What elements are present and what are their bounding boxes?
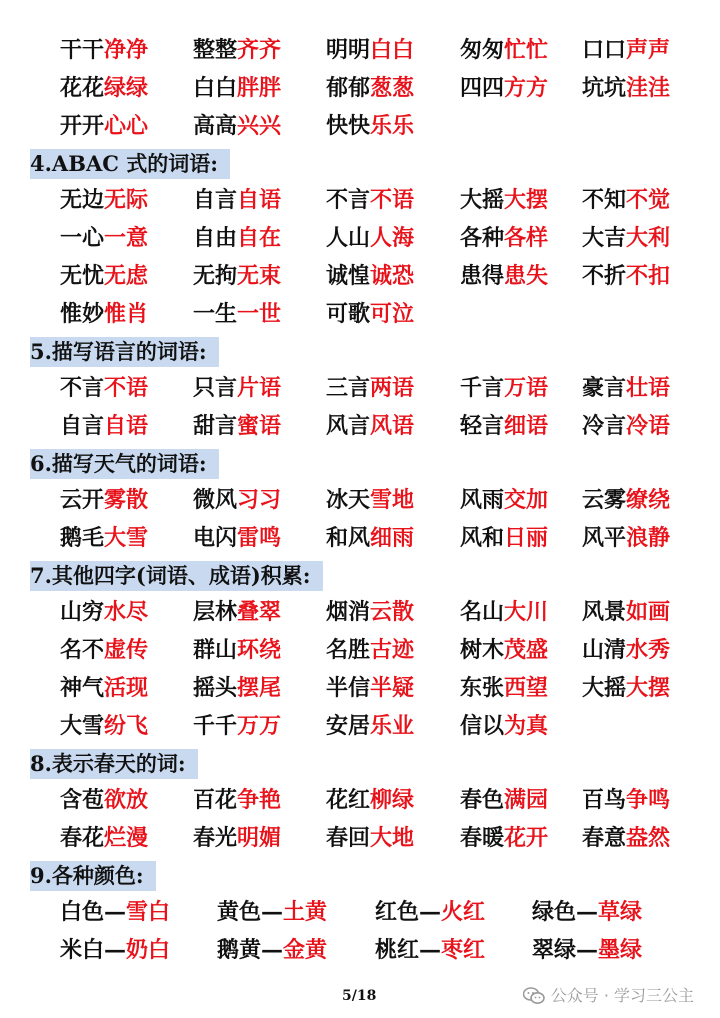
word-item: [60, 594, 148, 630]
word-item: [193, 408, 281, 444]
word-red-part: 两语: [370, 375, 415, 401]
word-red-part: 虚传: [104, 637, 149, 663]
page-number: 5/18: [342, 988, 377, 1004]
word-item: [460, 182, 548, 218]
word-item: [532, 894, 642, 930]
word-black-part: 百花: [193, 787, 238, 813]
word-red-part: 忙忙: [504, 37, 549, 63]
word-item: [326, 708, 414, 744]
word-red-part: 不扣: [626, 263, 671, 289]
word-item: [60, 894, 170, 930]
word-black-part: 高高: [193, 113, 238, 139]
word-red-part: 雪地: [370, 487, 415, 513]
word-item: [60, 670, 148, 706]
word-item: [326, 296, 414, 332]
word-red-part: 茂盛: [504, 637, 549, 663]
word-black-part: 开开: [60, 113, 105, 139]
word-row: [0, 820, 720, 856]
word-black-part: 快快: [326, 113, 371, 139]
word-red-part: 雾散: [104, 487, 149, 513]
word-black-part: 不言: [60, 375, 105, 401]
word-item: [60, 520, 148, 556]
word-black-part: 名胜: [326, 637, 371, 663]
word-black-part: 微风: [193, 487, 238, 513]
word-black-part: 大摇: [460, 187, 505, 213]
word-item: [532, 932, 642, 968]
word-red-part: 白白: [370, 37, 415, 63]
word-item: [460, 670, 548, 706]
word-red-part: 如画: [626, 599, 671, 625]
word-row: [0, 708, 720, 744]
word-item: [60, 632, 148, 668]
word-black-part: 春回: [326, 825, 371, 851]
word-item: [582, 258, 670, 294]
watermark: [523, 984, 694, 1008]
word-black-part: 黄色—: [217, 899, 284, 925]
section-heading: 8.表示春天的词:: [30, 749, 198, 779]
word-item: [326, 258, 414, 294]
word-red-part: 大川: [504, 599, 549, 625]
word-black-part: 千言: [460, 375, 505, 401]
word-item: [582, 182, 670, 218]
word-item: [460, 520, 548, 556]
word-item: [60, 820, 148, 856]
word-red-part: 洼洼: [626, 75, 671, 101]
word-black-part: 风平: [582, 525, 627, 551]
word-red-part: 乐乐: [370, 113, 415, 139]
word-red-part: 古迹: [370, 637, 415, 663]
word-black-part: 鹅黄—: [217, 937, 284, 963]
word-black-part: 米白—: [60, 937, 127, 963]
word-red-part: 绿绿: [104, 75, 149, 101]
word-black-part: 大摇: [582, 675, 627, 701]
word-black-part: 风景: [582, 599, 627, 625]
word-red-part: 壮语: [626, 375, 671, 401]
word-red-part: 不语: [370, 187, 415, 213]
word-red-part: 细语: [504, 413, 549, 439]
word-black-part: 轻言: [460, 413, 505, 439]
word-black-part: 无忧: [60, 263, 105, 289]
word-black-part: 山穷: [60, 599, 105, 625]
word-item: [326, 520, 414, 556]
word-red-part: 火红: [441, 899, 486, 925]
word-item: [582, 70, 670, 106]
word-red-part: 金黄: [283, 937, 328, 963]
word-item: [582, 594, 670, 630]
word-black-part: 风言: [326, 413, 371, 439]
word-item: [60, 220, 148, 256]
word-red-part: 满园: [504, 787, 549, 813]
word-black-part: 惟妙: [60, 301, 105, 327]
word-row: [0, 70, 720, 106]
word-item: [326, 108, 414, 144]
word-red-part: 大摆: [626, 675, 671, 701]
word-red-part: 自在: [237, 225, 282, 251]
word-item: [193, 482, 281, 518]
word-item: [460, 482, 548, 518]
word-red-part: 日丽: [504, 525, 549, 551]
word-row: [0, 520, 720, 556]
word-row: [0, 182, 720, 218]
word-red-part: 片语: [237, 375, 282, 401]
word-red-part: 土黄: [283, 899, 328, 925]
word-row: [0, 296, 720, 332]
section-heading: 4.ABAC 式的词语:: [30, 149, 230, 179]
word-row: [0, 408, 720, 444]
word-item: [582, 632, 670, 668]
word-item: [60, 482, 148, 518]
word-row: [0, 932, 720, 968]
word-item: [326, 70, 414, 106]
word-black-part: 自言: [60, 413, 105, 439]
word-red-part: 蜜语: [237, 413, 282, 439]
word-red-part: 声声: [626, 37, 671, 63]
word-red-part: 柳绿: [370, 787, 415, 813]
word-item: [582, 408, 670, 444]
word-item: [326, 670, 414, 706]
word-item: [193, 670, 281, 706]
word-item: [326, 782, 414, 818]
word-item: [582, 482, 670, 518]
word-black-part: 风雨: [460, 487, 505, 513]
word-item: [582, 32, 670, 68]
word-item: [60, 296, 148, 332]
word-item: [460, 632, 548, 668]
word-row: [0, 670, 720, 706]
word-red-part: 人海: [370, 225, 415, 251]
word-red-part: 心心: [104, 113, 149, 139]
word-black-part: 人山: [326, 225, 371, 251]
word-black-part: 鹅毛: [60, 525, 105, 551]
word-red-part: 一意: [104, 225, 149, 251]
word-item: [582, 820, 670, 856]
word-item: [375, 894, 485, 930]
word-black-part: 百鸟: [582, 787, 627, 813]
word-black-part: 神气: [60, 675, 105, 701]
word-item: [460, 370, 548, 406]
word-black-part: 只言: [193, 375, 238, 401]
word-item: [582, 520, 670, 556]
word-red-part: 一世: [237, 301, 282, 327]
word-red-part: 草绿: [598, 899, 643, 925]
word-red-part: 乐业: [370, 713, 415, 739]
word-black-part: 千千: [193, 713, 238, 739]
wechat-icon: [523, 987, 545, 1005]
word-item: [60, 108, 148, 144]
word-black-part: 可歌: [326, 301, 371, 327]
word-red-part: 患失: [504, 263, 549, 289]
word-red-part: 大利: [626, 225, 671, 251]
word-item: [326, 220, 414, 256]
word-black-part: 不知: [582, 187, 627, 213]
word-red-part: 摆尾: [237, 675, 282, 701]
word-black-part: 豪言: [582, 375, 627, 401]
word-black-part: 名山: [460, 599, 505, 625]
word-red-part: 争鸣: [626, 787, 671, 813]
word-item: [193, 370, 281, 406]
word-black-part: 绿色—: [532, 899, 599, 925]
word-item: [60, 408, 148, 444]
word-item: [460, 408, 548, 444]
watermark-text: 公众号 · 学习三公主: [550, 986, 694, 1005]
word-red-part: 叠翠: [237, 599, 282, 625]
word-red-part: 半疑: [370, 675, 415, 701]
word-black-part: 东张: [460, 675, 505, 701]
word-item: [60, 258, 148, 294]
word-item: [460, 70, 548, 106]
word-red-part: 自语: [104, 413, 149, 439]
word-item: [193, 258, 281, 294]
word-black-part: 自由: [193, 225, 238, 251]
word-red-part: 诚恐: [370, 263, 415, 289]
word-black-part: 三言: [326, 375, 371, 401]
word-item: [326, 632, 414, 668]
word-black-part: 山清: [582, 637, 627, 663]
word-black-part: 无边: [60, 187, 105, 213]
word-black-part: 名不: [60, 637, 105, 663]
word-item: [60, 932, 170, 968]
word-row: [0, 32, 720, 68]
word-black-part: 患得: [460, 263, 505, 289]
word-item: [193, 708, 281, 744]
word-red-part: 雪白: [126, 899, 171, 925]
word-black-part: 桃红—: [375, 937, 442, 963]
word-red-part: 盎然: [626, 825, 671, 851]
word-red-part: 齐齐: [237, 37, 282, 63]
section-heading: 7.其他四字(词语、成语)积累:: [30, 561, 323, 591]
word-black-part: 四四: [460, 75, 505, 101]
word-black-part: 各种: [460, 225, 505, 251]
word-item: [193, 632, 281, 668]
word-item: [582, 782, 670, 818]
word-black-part: 春花: [60, 825, 105, 851]
section-heading: 5.描写语言的词语:: [30, 337, 219, 367]
word-item: [326, 370, 414, 406]
word-red-part: 万万: [237, 713, 282, 739]
word-item: [193, 220, 281, 256]
word-black-part: 冰天: [326, 487, 371, 513]
word-red-part: 活现: [104, 675, 149, 701]
word-red-part: 无际: [104, 187, 149, 213]
word-item: [460, 782, 548, 818]
section-heading: 9.各种颜色:: [30, 861, 156, 891]
word-red-part: 浪静: [626, 525, 671, 551]
word-red-part: 无虑: [104, 263, 149, 289]
word-black-part: 冷言: [582, 413, 627, 439]
word-item: [193, 782, 281, 818]
word-item: [193, 820, 281, 856]
word-red-part: 花开: [504, 825, 549, 851]
word-red-part: 大摆: [504, 187, 549, 213]
word-black-part: 春色: [460, 787, 505, 813]
word-red-part: 明媚: [237, 825, 282, 851]
word-black-part: 花红: [326, 787, 371, 813]
word-red-part: 细雨: [370, 525, 415, 551]
word-black-part: 匆匆: [460, 37, 505, 63]
word-red-part: 风语: [370, 413, 415, 439]
word-black-part: 春意: [582, 825, 627, 851]
word-red-part: 不语: [104, 375, 149, 401]
word-black-part: 不言: [326, 187, 371, 213]
word-red-part: 胖胖: [237, 75, 282, 101]
word-item: [326, 482, 414, 518]
word-black-part: 群山: [193, 637, 238, 663]
word-black-part: 自言: [193, 187, 238, 213]
word-item: [193, 70, 281, 106]
word-red-part: 烂漫: [104, 825, 149, 851]
word-black-part: 不折: [582, 263, 627, 289]
word-black-part: 翠绿—: [532, 937, 599, 963]
word-item: [60, 782, 148, 818]
word-black-part: 甜言: [193, 413, 238, 439]
word-black-part: 白白: [193, 75, 238, 101]
word-red-part: 惟肖: [104, 301, 149, 327]
word-red-part: 兴兴: [237, 113, 282, 139]
word-item: [326, 820, 414, 856]
word-row: [0, 370, 720, 406]
word-row: [0, 482, 720, 518]
word-red-part: 雷鸣: [237, 525, 282, 551]
word-item: [193, 594, 281, 630]
word-black-part: 干干: [60, 37, 105, 63]
word-item: [582, 220, 670, 256]
word-item: [375, 932, 485, 968]
word-black-part: 口口: [582, 37, 627, 63]
word-item: [217, 894, 327, 930]
word-item: [217, 932, 327, 968]
word-red-part: 争艳: [237, 787, 282, 813]
word-black-part: 云雾: [582, 487, 627, 513]
word-red-part: 奶白: [126, 937, 171, 963]
word-item: [460, 220, 548, 256]
word-item: [193, 108, 281, 144]
word-black-part: 郁郁: [326, 75, 371, 101]
word-red-part: 为真: [504, 713, 549, 739]
word-item: [460, 258, 548, 294]
word-red-part: 枣红: [441, 937, 486, 963]
word-row: [0, 782, 720, 818]
word-red-part: 欲放: [104, 787, 149, 813]
word-black-part: 电闪: [193, 525, 238, 551]
word-black-part: 坑坑: [582, 75, 627, 101]
word-black-part: 大雪: [60, 713, 105, 739]
word-red-part: 不觉: [626, 187, 671, 213]
word-item: [60, 370, 148, 406]
word-red-part: 水秀: [626, 637, 671, 663]
word-red-part: 西望: [504, 675, 549, 701]
word-red-part: 万语: [504, 375, 549, 401]
word-item: [60, 32, 148, 68]
word-item: [460, 820, 548, 856]
word-black-part: 一生: [193, 301, 238, 327]
word-item: [326, 32, 414, 68]
word-black-part: 和风: [326, 525, 371, 551]
word-item: [60, 708, 148, 744]
word-item: [460, 594, 548, 630]
word-red-part: 无束: [237, 263, 282, 289]
word-row: [0, 108, 720, 144]
word-black-part: 春光: [193, 825, 238, 851]
word-item: [193, 32, 281, 68]
word-row: [0, 894, 720, 930]
word-red-part: 自语: [237, 187, 282, 213]
word-item: [60, 70, 148, 106]
word-item: [193, 182, 281, 218]
word-item: [460, 708, 548, 744]
word-red-part: 葱葱: [370, 75, 415, 101]
word-row: [0, 220, 720, 256]
word-red-part: 墨绿: [598, 937, 643, 963]
word-black-part: 花花: [60, 75, 105, 101]
word-item: [582, 370, 670, 406]
word-black-part: 层林: [193, 599, 238, 625]
word-black-part: 云开: [60, 487, 105, 513]
word-red-part: 缭绕: [626, 487, 671, 513]
word-item: [326, 182, 414, 218]
word-red-part: 大雪: [104, 525, 149, 551]
word-black-part: 诚惶: [326, 263, 371, 289]
word-black-part: 摇头: [193, 675, 238, 701]
word-black-part: 安居: [326, 713, 371, 739]
word-row: [0, 632, 720, 668]
word-red-part: 云散: [370, 599, 415, 625]
word-black-part: 春暖: [460, 825, 505, 851]
page-footer: [0, 984, 720, 1008]
word-item: [582, 670, 670, 706]
word-item: [460, 32, 548, 68]
word-black-part: 信以: [460, 713, 505, 739]
word-black-part: 红色—: [375, 899, 442, 925]
word-red-part: 净净: [104, 37, 149, 63]
word-item: [326, 594, 414, 630]
word-black-part: 半信: [326, 675, 371, 701]
word-black-part: 树木: [460, 637, 505, 663]
word-red-part: 纷飞: [104, 713, 149, 739]
word-red-part: 大地: [370, 825, 415, 851]
word-black-part: 烟消: [326, 599, 371, 625]
word-red-part: 可泣: [370, 301, 415, 327]
word-black-part: 大吉: [582, 225, 627, 251]
word-row: [0, 258, 720, 294]
word-red-part: 水尽: [104, 599, 149, 625]
word-black-part: 一心: [60, 225, 105, 251]
word-black-part: 白色—: [60, 899, 127, 925]
section-heading: 6.描写天气的词语:: [30, 449, 219, 479]
word-item: [326, 408, 414, 444]
word-red-part: 各样: [504, 225, 549, 251]
word-red-part: 习习: [237, 487, 282, 513]
word-item: [193, 296, 281, 332]
word-black-part: 明明: [326, 37, 371, 63]
word-red-part: 环绕: [237, 637, 282, 663]
word-red-part: 方方: [504, 75, 549, 101]
word-row: [0, 594, 720, 630]
word-red-part: 冷语: [626, 413, 671, 439]
word-black-part: 风和: [460, 525, 505, 551]
word-red-part: 交加: [504, 487, 549, 513]
word-item: [193, 520, 281, 556]
word-black-part: 无拘: [193, 263, 238, 289]
word-black-part: 含苞: [60, 787, 105, 813]
word-item: [60, 182, 148, 218]
word-black-part: 整整: [193, 37, 238, 63]
